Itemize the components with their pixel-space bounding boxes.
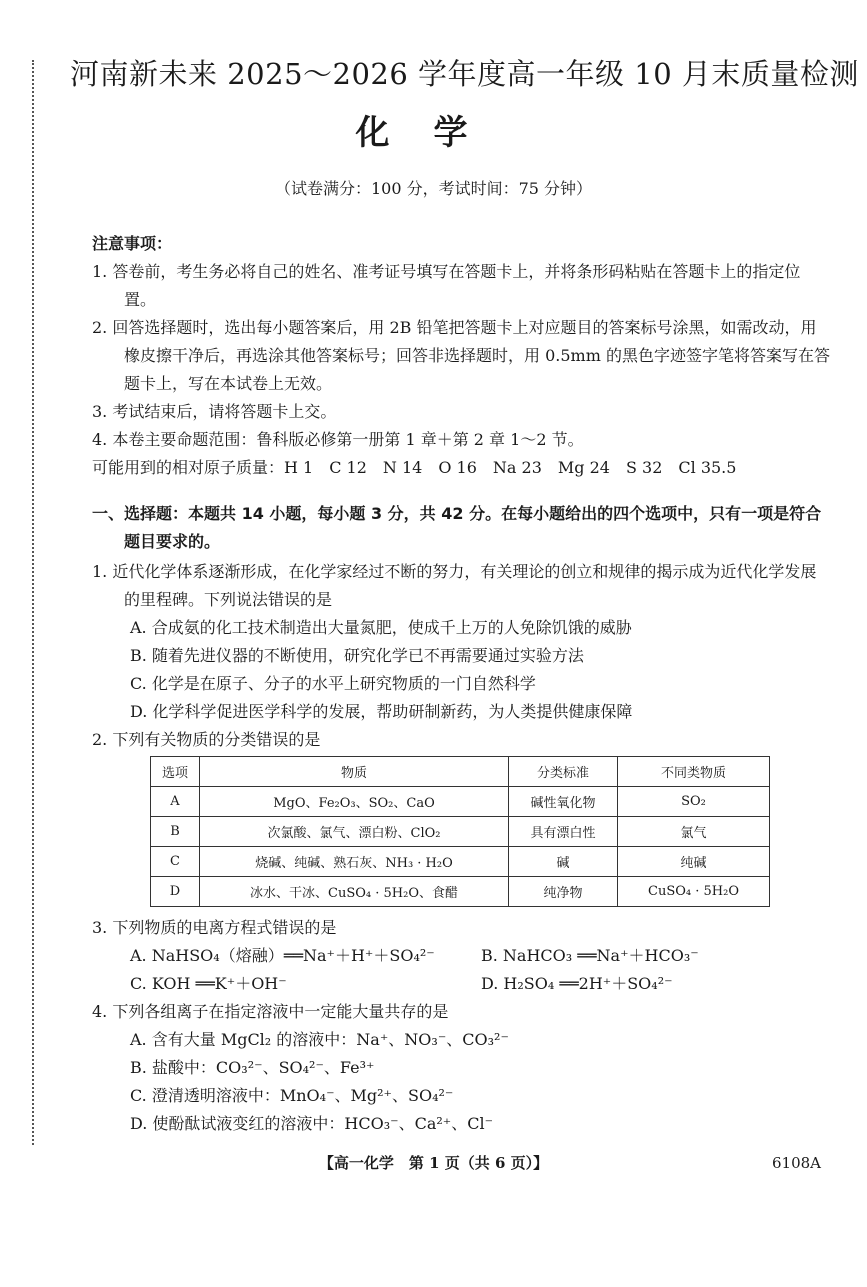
question-3-option-a: A. NaHSO₄（熔融）══Na⁺＋H⁺＋SO₄²⁻: [130, 946, 435, 965]
questions-3-4: [92, 914, 832, 1138]
question-1-option-d: D. 化学科学促进医学科学的发展，帮助研制新药，为人类提供健康保障: [130, 702, 633, 721]
question-3-option-c: C. KOH ══K⁺＋OH⁻: [130, 974, 287, 993]
question-4-option-b: B. 盐酸中：CO₃²⁻、SO₄²⁻、Fe³⁺: [130, 1058, 375, 1077]
table-row: [151, 847, 770, 877]
table-header-cell: 不同类物质: [618, 757, 770, 787]
question-4-option-a: A. 含有大量 MgCl₂ 的溶液中：Na⁺、NO₃⁻、CO₃²⁻: [130, 1030, 509, 1049]
exam-meta: （试卷满分：100 分，考试时间：75 分钟）: [274, 179, 593, 198]
table-cell: MgO、Fe₂O₃、SO₂、CaO: [200, 787, 509, 817]
question-1-option-b: B. 随着先进仪器的不断使用，研究化学已不再需要通过实验方法: [130, 646, 584, 665]
question-3-option-b: B. NaHCO₃ ══Na⁺＋HCO₃⁻: [481, 946, 699, 965]
table-cell: 纯净物: [509, 877, 618, 907]
table-header-cell: 物质: [200, 757, 509, 787]
table-header-row: [151, 757, 770, 787]
atomic-mass-line: 可能用到的相对原子质量：H 1 C 12 N 14 O 16 Na 23 Mg 24 S 32 Cl 35.5: [92, 458, 737, 477]
section-heading: 一、选择题：本题共 14 小题，每小题 3 分，共 42 分。在每小题给出的四个选项中，只有一项是符合题目要求的。: [92, 504, 822, 551]
table-row: [151, 787, 770, 817]
question-3-option-d: D. H₂SO₄ ══2H⁺＋SO₄²⁻: [481, 974, 673, 993]
table-cell: 具有漂白性: [509, 817, 618, 847]
table-header-cell: 分类标准: [509, 757, 618, 787]
page-footer: 【高一化学 第 1 页（共 6 页）】: [318, 1154, 549, 1172]
table-cell: 碱: [509, 847, 618, 877]
question-1-stem: 1. 近代化学体系逐渐形成，在化学家经过不断的努力，有关理论的创立和规律的揭示成为近代化学发展的里程碑。下列说法错误的是: [92, 562, 817, 609]
table-row: [151, 817, 770, 847]
notice-section: [92, 230, 832, 482]
table-cell: 纯碱: [618, 847, 770, 877]
exam-title: 河南新未来 2025～2026 学年度高一年级 10 月末质量检测: [70, 57, 859, 91]
question-3-options-row: [92, 970, 832, 998]
table-cell: 碱性氧化物: [509, 787, 618, 817]
question-1-option-a: A. 合成氨的化工技术制造出大量氮肥，使成千上万的人免除饥饿的威胁: [130, 618, 632, 637]
table-header-cell: 选项: [151, 757, 200, 787]
question-4-stem: 4. 下列各组离子在指定溶液中一定能大量共存的是: [92, 1002, 449, 1021]
question-3-options-row: [92, 942, 832, 970]
section-1: [92, 500, 832, 754]
question-1-option-c: C. 化学是在原子、分子的水平上研究物质的一门自然科学: [130, 674, 536, 693]
table-row: [151, 877, 770, 907]
table-cell: 氯气: [618, 817, 770, 847]
table-cell: CuSO₄ · 5H₂O: [618, 877, 770, 907]
notice-item: 2. 回答选择题时，选出每小题答案后，用 2B 铅笔把答题卡上对应题目的答案标号涂黑，如需改动，用橡皮擦干净后，再选涂其他答案标号；回答非选择题时，用 0.5mm 的黑色字迹签字笔将答案写在答题卡上，写在本试卷上无效。: [92, 318, 830, 393]
question-4-option-d: D. 使酚酞试液变红的溶液中：HCO₃⁻、Ca²⁺、Cl⁻: [130, 1114, 494, 1133]
subject-title: 化学: [355, 113, 512, 153]
notice-heading: 注意事项：: [92, 234, 173, 253]
table-cell: 冰水、干冰、CuSO₄ · 5H₂O、食醋: [200, 877, 509, 907]
question-2-stem: 2. 下列有关物质的分类错误的是: [92, 730, 321, 749]
table-cell: 次氯酸、氯气、漂白粉、ClO₂: [200, 817, 509, 847]
table-cell: 烧碱、纯碱、熟石灰、NH₃ · H₂O: [200, 847, 509, 877]
table-cell: D: [151, 877, 200, 907]
table-cell: A: [151, 787, 200, 817]
notice-item: 1. 答卷前，考生务必将自己的姓名、准考证号填写在答题卡上，并将条形码粘贴在答题卡上的指定位置。: [92, 262, 801, 309]
notice-item: 3. 考试结束后，请将答题卡上交。: [92, 402, 337, 421]
table-cell: SO₂: [618, 787, 770, 817]
notice-item: 4. 本卷主要命题范围：鲁科版必修第一册第 1 章＋第 2 章 1～2 节。: [92, 430, 584, 449]
table-cell: C: [151, 847, 200, 877]
question-3-stem: 3. 下列物质的电离方程式错误的是: [92, 918, 337, 937]
question-4-option-c: C. 澄清透明溶液中：MnO₄⁻、Mg²⁺、SO₄²⁻: [130, 1086, 454, 1105]
classification-table: [150, 756, 770, 907]
table-cell: B: [151, 817, 200, 847]
paper-code: 6108A: [772, 1154, 822, 1172]
